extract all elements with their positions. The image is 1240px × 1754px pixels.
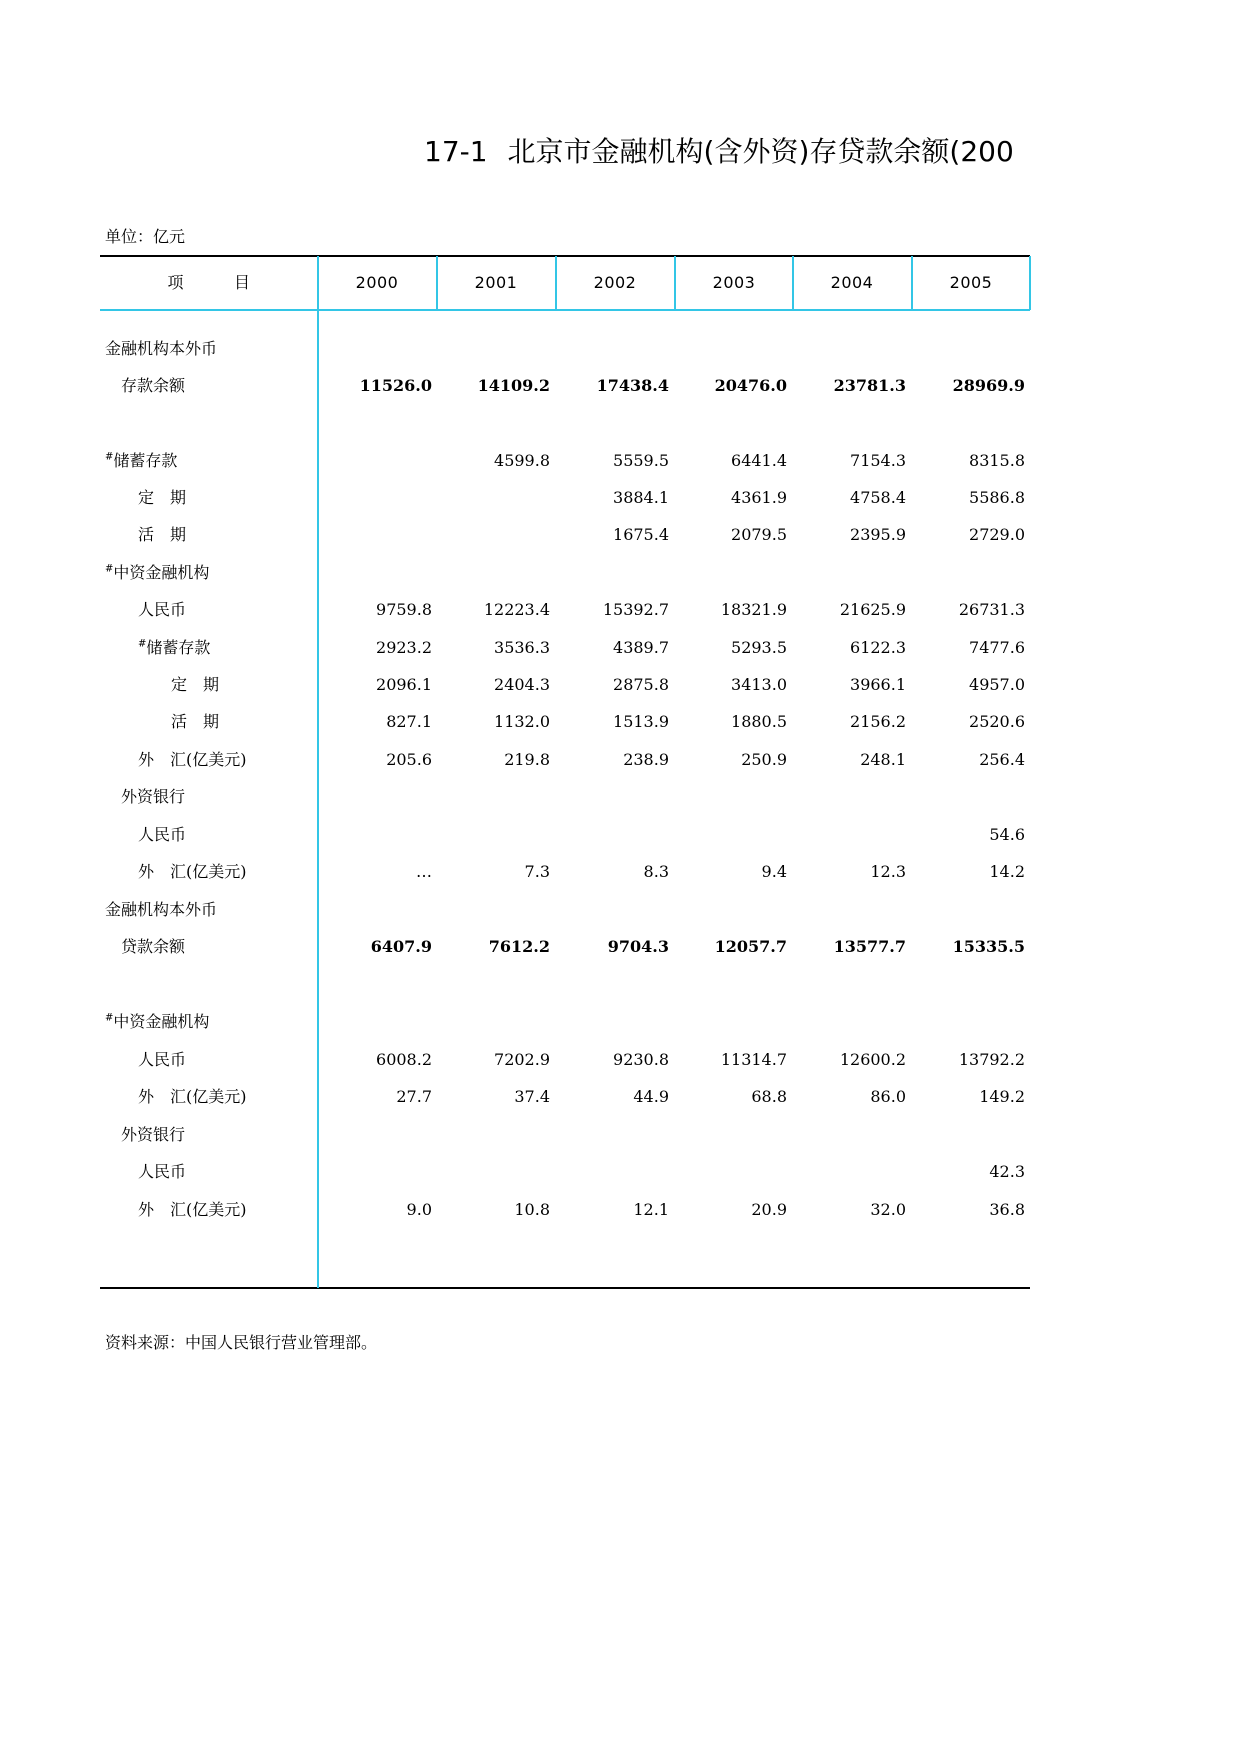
cell-value: 17438.4 bbox=[596, 376, 669, 395]
cell-value: 3413.0 bbox=[731, 675, 787, 694]
row-mark: # bbox=[138, 638, 147, 650]
table-row bbox=[0, 1003, 1240, 1040]
cell-value: 238.9 bbox=[623, 750, 669, 769]
table-row bbox=[0, 367, 1240, 404]
cell-value: 54.6 bbox=[989, 825, 1025, 844]
table-row bbox=[0, 853, 1240, 890]
row-label-text: 外 汇(亿美元) bbox=[138, 750, 247, 769]
source-note: 资料来源：中国人民银行营业管理部。 bbox=[105, 1333, 378, 1352]
cell-value: 20476.0 bbox=[714, 376, 787, 395]
table-row bbox=[0, 1078, 1240, 1115]
cell-value: 2520.6 bbox=[969, 712, 1025, 731]
row-label bbox=[138, 629, 210, 666]
cell-value: 12223.4 bbox=[483, 600, 550, 619]
cell-value: 12.3 bbox=[870, 862, 906, 881]
cell-value: 8.3 bbox=[643, 862, 669, 881]
cell-value: 1513.9 bbox=[613, 712, 669, 731]
cell-value: 9759.8 bbox=[376, 600, 432, 619]
cell-value: 20.9 bbox=[751, 1200, 787, 1219]
row-label-text: 人民币 bbox=[138, 1162, 187, 1181]
cell-value: 13577.7 bbox=[833, 937, 906, 956]
cell-value: 2729.0 bbox=[969, 525, 1025, 544]
cell-value: 5293.5 bbox=[731, 638, 787, 657]
row-label-text: 定 期 bbox=[171, 675, 220, 694]
row-label-text: 人民币 bbox=[138, 600, 187, 619]
cell-value: 2404.3 bbox=[494, 675, 550, 694]
row-label bbox=[105, 442, 177, 479]
row-label-text: 定 期 bbox=[138, 488, 187, 507]
table-row bbox=[0, 778, 1240, 815]
row-label-text: 人民币 bbox=[138, 1050, 187, 1069]
cell-value: 9704.3 bbox=[607, 937, 669, 956]
row-label-text: 外资银行 bbox=[121, 1125, 186, 1144]
cell-value: 4599.8 bbox=[494, 451, 550, 470]
row-label bbox=[105, 554, 209, 591]
cell-value: 7.3 bbox=[524, 862, 550, 881]
table-row bbox=[0, 816, 1240, 853]
row-label bbox=[121, 928, 185, 965]
row-mark: # bbox=[105, 1012, 114, 1024]
header-item-left: 项 bbox=[167, 273, 184, 292]
header-item bbox=[100, 256, 318, 310]
cell-value: 68.8 bbox=[751, 1087, 787, 1106]
cell-value: 4361.9 bbox=[731, 488, 787, 507]
cell-value: 4758.4 bbox=[850, 488, 906, 507]
cell-value: 5559.5 bbox=[613, 451, 669, 470]
row-label-text: 外 汇(亿美元) bbox=[138, 1200, 247, 1219]
cell-value: 12057.7 bbox=[714, 937, 787, 956]
cell-value: 18321.9 bbox=[720, 600, 787, 619]
row-label bbox=[138, 1078, 247, 1115]
row-label bbox=[138, 853, 247, 890]
table-number: 17-1 bbox=[424, 135, 488, 168]
cell-value: 2096.1 bbox=[376, 675, 432, 694]
row-label-text: 储蓄存款 bbox=[146, 638, 211, 657]
row-label bbox=[105, 891, 217, 928]
row-label-text: 活 期 bbox=[138, 525, 187, 544]
cell-value: 13792.2 bbox=[958, 1050, 1025, 1069]
row-label-text: 中资金融机构 bbox=[113, 1012, 210, 1031]
unit-label: 单位：亿元 bbox=[105, 227, 186, 246]
header-year: 2000 bbox=[355, 273, 399, 292]
cell-value: 21625.9 bbox=[839, 600, 906, 619]
row-label bbox=[121, 367, 185, 404]
cell-value: 248.1 bbox=[860, 750, 906, 769]
cell-value: 11314.7 bbox=[720, 1050, 787, 1069]
header-year: 2003 bbox=[712, 273, 756, 292]
cell-value: 36.8 bbox=[989, 1200, 1025, 1219]
cell-value: 7202.9 bbox=[494, 1050, 550, 1069]
row-label-text: 金融机构本外币 bbox=[105, 339, 218, 358]
row-label bbox=[138, 1041, 186, 1078]
row-label-text: 活 期 bbox=[171, 712, 220, 731]
header-item-right: 目 bbox=[234, 273, 251, 292]
cell-value: 149.2 bbox=[979, 1087, 1025, 1106]
table-row bbox=[0, 1041, 1240, 1078]
cell-value: 6441.4 bbox=[731, 451, 787, 470]
table-row bbox=[0, 442, 1240, 479]
cell-value: 1675.4 bbox=[613, 525, 669, 544]
row-label bbox=[138, 1153, 186, 1190]
cell-value: 3536.3 bbox=[494, 638, 550, 657]
cell-value: 1880.5 bbox=[731, 712, 787, 731]
cell-value: 205.6 bbox=[386, 750, 432, 769]
row-label-text: 储蓄存款 bbox=[113, 451, 178, 470]
cell-value: 2875.8 bbox=[613, 675, 669, 694]
cell-value: 250.9 bbox=[741, 750, 787, 769]
row-label bbox=[105, 1003, 209, 1040]
cell-value: 2395.9 bbox=[850, 525, 906, 544]
cell-value: 14109.2 bbox=[477, 376, 550, 395]
table-row bbox=[0, 891, 1240, 928]
row-label-text: 外 汇(亿美元) bbox=[138, 1087, 247, 1106]
cell-value: 2923.2 bbox=[376, 638, 432, 657]
row-label bbox=[138, 479, 186, 516]
row-label-text: 人民币 bbox=[138, 825, 187, 844]
row-label bbox=[138, 591, 186, 628]
table-row bbox=[0, 1191, 1240, 1228]
cell-value: 12600.2 bbox=[839, 1050, 906, 1069]
cell-value: 256.4 bbox=[979, 750, 1025, 769]
table-row bbox=[0, 516, 1240, 553]
cell-value: 4389.7 bbox=[613, 638, 669, 657]
cell-value: 14.2 bbox=[989, 862, 1025, 881]
cell-value: 7477.6 bbox=[969, 638, 1025, 657]
row-mark: # bbox=[105, 563, 114, 575]
row-mark: # bbox=[105, 451, 114, 463]
cell-value: 27.7 bbox=[396, 1087, 432, 1106]
cell-value: 219.8 bbox=[504, 750, 550, 769]
cell-value: 32.0 bbox=[870, 1200, 906, 1219]
bottom-rule bbox=[100, 1287, 1030, 1289]
cell-value: 6407.9 bbox=[370, 937, 432, 956]
header-year: 2005 bbox=[949, 273, 993, 292]
cell-value: 8315.8 bbox=[969, 451, 1025, 470]
cell-value: 10.8 bbox=[514, 1200, 550, 1219]
cell-value: 2079.5 bbox=[731, 525, 787, 544]
page-title bbox=[424, 132, 1030, 172]
cell-value: 4957.0 bbox=[969, 675, 1025, 694]
cell-value: 2156.2 bbox=[850, 712, 906, 731]
row-label bbox=[138, 816, 186, 853]
cell-value: 3884.1 bbox=[613, 488, 669, 507]
row-label bbox=[138, 516, 186, 553]
table-row bbox=[0, 666, 1240, 703]
cell-value: 12.1 bbox=[633, 1200, 669, 1219]
cell-value: 5586.8 bbox=[969, 488, 1025, 507]
header-year: 2001 bbox=[474, 273, 518, 292]
cell-value: 7154.3 bbox=[850, 451, 906, 470]
cell-value: 26731.3 bbox=[958, 600, 1025, 619]
row-label-text: 存款余额 bbox=[121, 376, 186, 395]
cell-value: 86.0 bbox=[870, 1087, 906, 1106]
table-row bbox=[0, 554, 1240, 591]
cell-value: 3966.1 bbox=[850, 675, 906, 694]
row-label-text: 贷款余额 bbox=[121, 937, 186, 956]
table-row bbox=[0, 928, 1240, 965]
cell-value: 9.0 bbox=[406, 1200, 432, 1219]
row-label-text: 金融机构本外币 bbox=[105, 900, 218, 919]
cell-value: 23781.3 bbox=[833, 376, 906, 395]
row-label-text: 外 汇(亿美元) bbox=[138, 862, 247, 881]
cell-value: 44.9 bbox=[633, 1087, 669, 1106]
cell-value: 6122.3 bbox=[850, 638, 906, 657]
row-label bbox=[138, 1191, 247, 1228]
table-row bbox=[0, 591, 1240, 628]
table-row bbox=[0, 1153, 1240, 1190]
table-row bbox=[0, 1116, 1240, 1153]
row-label bbox=[138, 741, 247, 778]
table-row bbox=[0, 330, 1240, 367]
cell-value: 15392.7 bbox=[602, 600, 669, 619]
cell-value: 11526.0 bbox=[359, 376, 432, 395]
table-row bbox=[0, 629, 1240, 666]
table-title: 北京市金融机构(含外资)存贷款余额(200 bbox=[507, 135, 1014, 168]
cell-value: 28969.9 bbox=[952, 376, 1025, 395]
cell-value: 7612.2 bbox=[488, 937, 550, 956]
cell-value: 9.4 bbox=[761, 862, 787, 881]
header-year: 2004 bbox=[830, 273, 874, 292]
header-year: 2002 bbox=[593, 273, 637, 292]
cell-value: 1132.0 bbox=[494, 712, 550, 731]
cell-value: 37.4 bbox=[514, 1087, 550, 1106]
row-label bbox=[171, 703, 219, 740]
cell-value: 15335.5 bbox=[952, 937, 1025, 956]
cell-value: 42.3 bbox=[989, 1162, 1025, 1181]
cell-value: … bbox=[416, 862, 432, 881]
row-label bbox=[121, 1116, 185, 1153]
table-row bbox=[0, 479, 1240, 516]
table-row bbox=[0, 741, 1240, 778]
row-label bbox=[121, 778, 185, 815]
row-label bbox=[171, 666, 219, 703]
table-row bbox=[0, 703, 1240, 740]
row-label-text: 外资银行 bbox=[121, 787, 186, 806]
row-label-text: 中资金融机构 bbox=[113, 563, 210, 582]
cell-value: 6008.2 bbox=[376, 1050, 432, 1069]
cell-value: 9230.8 bbox=[613, 1050, 669, 1069]
cell-value: 827.1 bbox=[386, 712, 432, 731]
row-label bbox=[105, 330, 217, 367]
